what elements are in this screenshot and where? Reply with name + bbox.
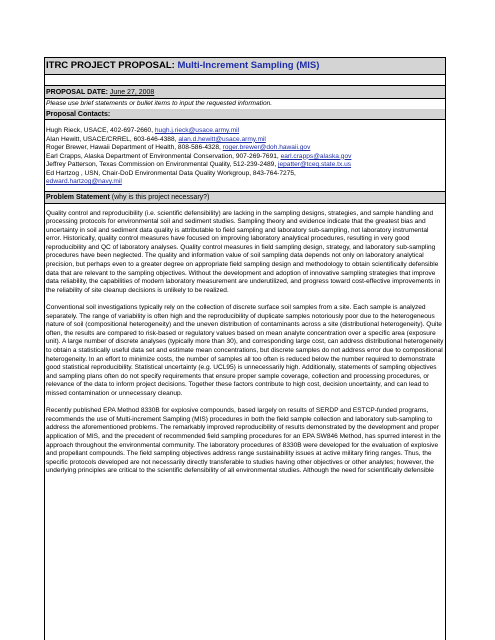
proposal-date-label: PROPOSAL DATE: xyxy=(46,89,108,96)
project-name: Multi-Increment Sampling (MIS) xyxy=(177,60,320,71)
body-paragraph: Conventional soil investigations typically rely on the collection of discrete surface soil samples from a site. Each sample is analyzed separately. The range of variability is often high and the reproducibility of duplicate samples notoriously poor due to the heterogeneous nature of soil (compositional heterogeneity) and the uneven distribution of contaminants across a site (distributional heterogeneity). Quite often, the results are compared to risk-based or regulatory values based on mean analyte concentration over a specific area (exposure unit). A large number of discrete analyses (typically more than 30), and corresponding large cost, can address distributional heterogeneity to obtain a statistically useful data set and estimate mean concentrations, but discrete samples do not address error due to compositional heterogeneity. In an effort to minimize costs, the number of samples all too often is reduced below the number required to demonstrate good statistical reproducibility. Statistical uncertainty (e.g. UCL95) is unnecessarily high. Additionally, statements of sampling objectives and sampling plans often do not specify requirements that ensure proper sample coverage, collection and processing procedures, or relevance of the data to inform project decisions. Together these factors contribute to high cost, decision uncertainty, and can lead to missed contamination or unnecessary cleanup. xyxy=(46,304,444,397)
contact-info: Ed Hartzog , USN, Chair-DoD Environmental Data Quality Workgroup, 843-764-7275, xyxy=(46,169,296,177)
contact-email-link[interactable]: jepatter@tceq.state.tx.us xyxy=(278,161,352,168)
proposal-form-table xyxy=(44,57,446,640)
title-prefix: ITRC PROJECT PROPOSAL: xyxy=(46,60,175,71)
problem-statement-header xyxy=(45,192,445,204)
body-paragraph: Recently published EPA Method 8330B for explosive compounds, based largely on results of SERDP and ESTCP-funded programs, recommends the use of Multi-increment Sampling (MIS) procedures in both the field sample collection and laboratory sub-sampling to address the aforementioned problems. The remarkably improved reproducibility of results demonstrated by the development and proper application of MIS, and the precedent of recommended field sampling procedures for an EPA SW846 Method, has spurred interest in the approach throughout the environmental community. The laboratory procedures of 8330B were developed for the evaluation of explosive and propellant compounds. The field sampling objectives address range sustainability issues at active military firing ranges. Thus, the specific protocols developed are not necessarily directly transferable to studies having other objectives or other analytes; however, the underlying principles are critical to the scientific defensibility of all environmental studies. Although the need for scientifically defensible xyxy=(46,407,441,475)
contact-email-link[interactable]: hugh.j.rieck@usace.army.mil xyxy=(154,127,240,134)
proposal-date-value: June 27, 2008 xyxy=(109,89,155,96)
blank-row xyxy=(45,75,445,86)
problem-statement-note: (why is this project necessary?) xyxy=(111,193,210,201)
contact-line xyxy=(46,127,444,136)
proposal-date-row xyxy=(45,86,445,99)
contact-email-link[interactable]: edward.hartzog@navy.mil xyxy=(46,178,122,185)
contact-line xyxy=(46,153,444,162)
contact-line xyxy=(46,178,444,187)
contact-email-link[interactable]: alan.d.hewitt@usace.army.mil xyxy=(178,135,266,143)
contact-line xyxy=(46,161,444,170)
body-paragraph: Quality control and reproducibility (i.e. scientific defensibility) are lacking in the sampling designs, strategies, and sample handling and processing protocols for environmental soil and sediment studies. Sampling theory and evidence indicate that the greatest bias and uncertainty in soil and sediment data quality is attributable to field sampling and laboratory sub-sampling, not laboratory instrumental error. Historically, quality control measures have focused on improving laboratory analytical procedures, resulting in very good reproducibility and QC of laboratory analyses. Quality control measures in field sampling design, strategy, and laboratory sub-sampling procedures have been neglected. The quality and information value of soil sampling data depends not only on laboratory analytical precision, but perhaps even to a greater degree on appropriate field sampling design and methodology to obtain scientifically defensible data that are relevant to the sampling objectives. Without the development and adoption of innovative sampling strategies that improve data reliability, the capabilities of modern laboratory measurement are underutilized, and progress toward cost-effective improvements in the reliability of site cleanup decisions is unlikely to be realized. xyxy=(46,209,441,294)
contact-info: Hugh Rieck, USACE, 402-697-2660, xyxy=(46,127,155,134)
contact-info: Earl Crapps, Alaska Department of Environmental Conservation, 907-269-7691, xyxy=(46,152,281,160)
instructions-text: Please use brief statements or bullet items to input the requested information. xyxy=(46,100,273,107)
contact-info: Jeffrey Patterson, Texas Commission on Environmental Quality, 512-239-2489, xyxy=(46,161,278,168)
contact-info: Alan Hewitt, USACE/CRREL, 603-646-4388, xyxy=(46,135,179,143)
proposal-contacts-header: Proposal Contacts: xyxy=(45,109,445,120)
contact-line xyxy=(46,136,444,145)
contact-line xyxy=(46,170,444,179)
proposal-title-row xyxy=(45,58,445,75)
contact-line xyxy=(46,144,444,153)
problem-statement-label: Problem Statement xyxy=(46,193,110,201)
problem-statement-body xyxy=(45,204,445,476)
contact-info: Roger Brewer, Hawaii Department of Health, 808-586-4328, xyxy=(46,144,223,151)
contacts-list xyxy=(45,120,445,192)
contact-email-link[interactable]: roger.brewer@doh.hawaii.gov xyxy=(222,144,311,151)
contact-email-link[interactable]: earl.crapps@alaska.gov xyxy=(280,152,352,160)
